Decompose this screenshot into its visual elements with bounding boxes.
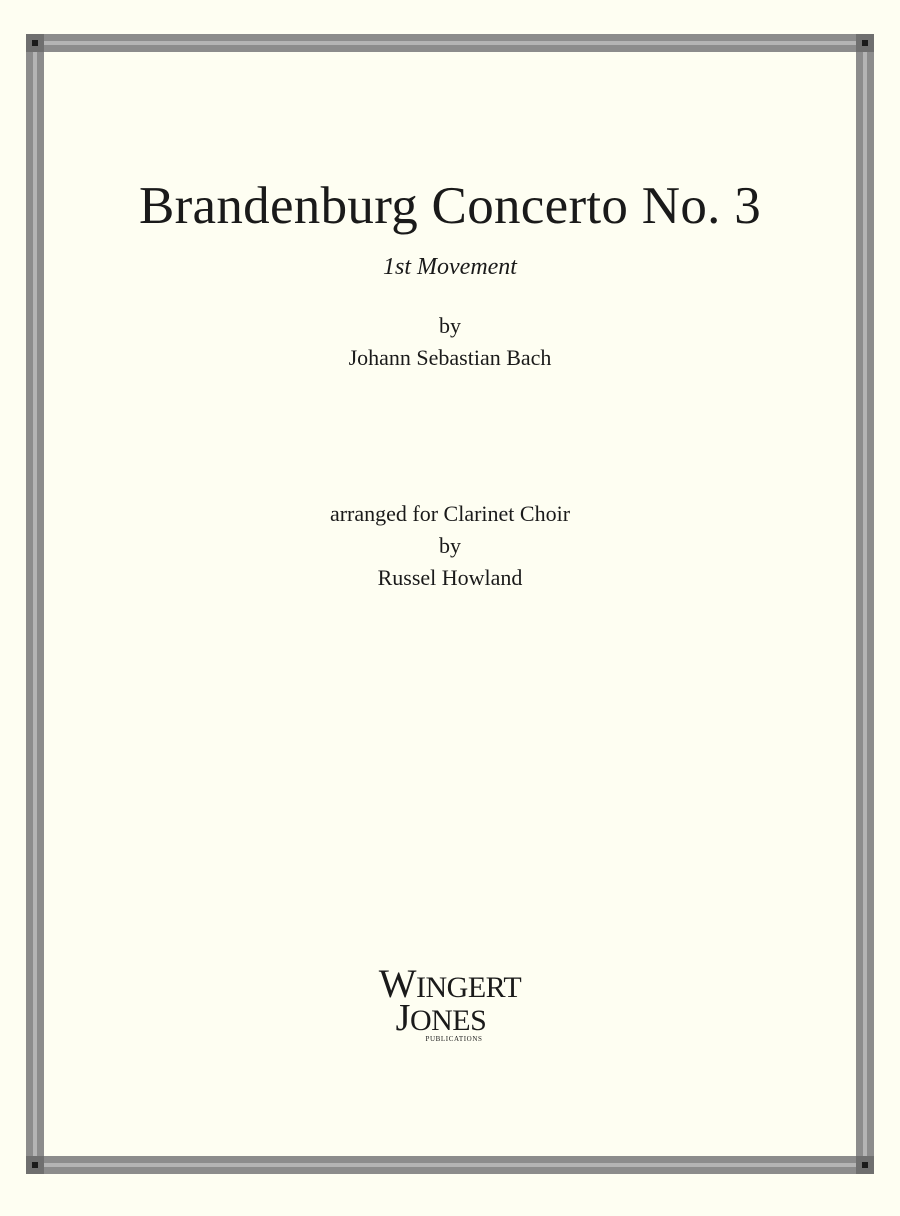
piece-title: Brandenburg Concerto No. 3 [138, 177, 762, 235]
frame-corner-ornament [26, 1156, 44, 1174]
arranger-name: Russel Howland [377, 565, 523, 590]
frame-corner-ornament [856, 1156, 874, 1174]
publisher-logo-line2: JONES [395, 997, 487, 1039]
frame-border-top [26, 34, 874, 52]
composer-by-label: by [439, 313, 461, 338]
publisher-logo-line3: PUBLICATIONS [425, 1035, 483, 1043]
publisher-logo [360, 961, 540, 1043]
arrangement-note: arranged for Clarinet Choir [329, 501, 571, 526]
frame-corner-ornament [26, 34, 44, 52]
composer-name: Johann Sebastian Bach [348, 345, 552, 370]
arranger-by-label: by [439, 533, 461, 558]
movement-subtitle: 1st Movement [383, 254, 517, 280]
frame-corner-ornament [856, 34, 874, 52]
publisher-logo-line1: WINGERT [378, 961, 522, 1006]
frame-border-bottom [26, 1156, 874, 1174]
